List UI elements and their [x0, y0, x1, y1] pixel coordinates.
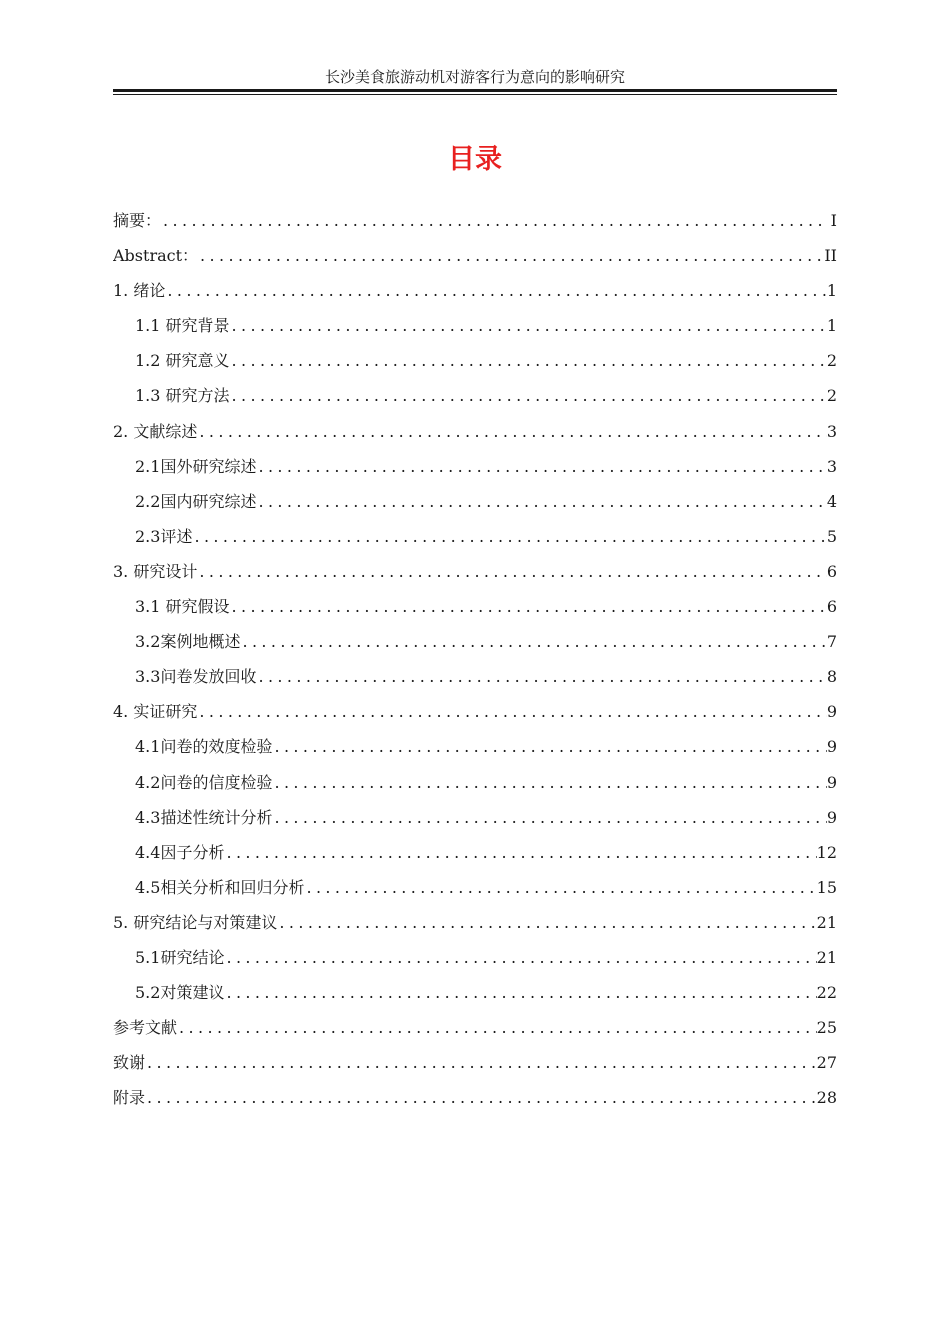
toc-entry[interactable]	[113, 238, 837, 273]
toc-dot-leader	[165, 273, 826, 308]
toc-entry-label: Abstract：	[113, 246, 199, 266]
toc-entry-page: 15	[816, 877, 837, 897]
toc-dot-leader	[145, 1080, 817, 1115]
toc-dot-leader	[177, 1010, 817, 1045]
toc-entry[interactable]	[113, 694, 837, 729]
toc-dot-leader	[197, 414, 826, 449]
toc-entry-page: 8	[826, 667, 837, 687]
toc-entry-label: 2. 文献综述	[113, 421, 198, 441]
toc-entry-page: 9	[826, 807, 837, 827]
toc-entry[interactable]	[113, 765, 837, 800]
toc-dot-leader	[161, 203, 827, 238]
header-rule-thin	[113, 94, 837, 95]
toc-dot-leader	[272, 800, 826, 835]
toc-entry[interactable]	[113, 659, 837, 694]
toc-entry-label: 1. 绪论	[113, 281, 166, 301]
toc-entry[interactable]	[113, 870, 837, 905]
toc-entry[interactable]	[113, 343, 837, 378]
toc-entry-label: 致谢	[113, 1053, 146, 1073]
toc-entry-label: 5.2对策建议	[135, 983, 225, 1003]
toc-entry-page: 9	[826, 737, 837, 757]
header-rule-thick	[113, 89, 837, 92]
toc-entry-page: 1	[826, 281, 837, 301]
toc-entry-label: 4.2问卷的信度检验	[135, 772, 273, 792]
toc-entry-page: 1	[826, 316, 837, 336]
toc-entry-page: 2	[826, 386, 837, 406]
toc-entry-page: 25	[816, 1018, 837, 1038]
toc-entry-page: II	[824, 246, 837, 266]
toc-entry-page: 4	[826, 491, 837, 511]
toc-entry[interactable]	[113, 378, 837, 413]
toc-entry[interactable]	[113, 273, 837, 308]
toc-entry[interactable]	[113, 940, 837, 975]
toc-entry-label: 3. 研究设计	[113, 561, 198, 581]
toc-dot-leader	[224, 975, 816, 1010]
toc-entry[interactable]	[113, 203, 837, 238]
toc-entry-label: 1.3 研究方法	[135, 386, 230, 406]
toc-entry-label: 4.3描述性统计分析	[135, 807, 273, 827]
toc-title: 目录	[448, 144, 502, 175]
toc-dot-leader	[224, 940, 816, 975]
toc-list	[113, 203, 837, 1115]
toc-dot-leader	[256, 449, 826, 484]
toc-dot-leader	[230, 308, 827, 343]
toc-entry-page: 2	[826, 351, 837, 371]
toc-entry-page: 27	[816, 1053, 837, 1073]
toc-entry-label: 1.1 研究背景	[135, 316, 230, 336]
toc-entry-page: 12	[816, 842, 837, 862]
toc-dot-leader	[198, 238, 824, 273]
toc-entry[interactable]	[113, 414, 837, 449]
toc-dot-leader	[230, 343, 827, 378]
toc-entry-label: 摘要：	[113, 211, 162, 230]
toc-dot-leader	[256, 484, 826, 519]
toc-dot-leader	[230, 378, 827, 413]
toc-dot-leader	[304, 870, 816, 905]
toc-dot-leader	[240, 624, 826, 659]
toc-entry-label: 4. 实证研究	[113, 702, 198, 722]
toc-entry-label: 参考文献	[113, 1018, 178, 1038]
toc-entry[interactable]	[113, 729, 837, 764]
toc-entry-label: 2.2国内研究综述	[135, 491, 257, 511]
toc-entry-page: 9	[826, 772, 837, 792]
toc-entry[interactable]	[113, 905, 837, 940]
toc-entry[interactable]	[113, 449, 837, 484]
toc-dot-leader	[224, 835, 816, 870]
toc-entry-page: 6	[826, 597, 837, 617]
toc-entry-label: 2.3评述	[135, 526, 193, 546]
toc-entry-page: 28	[816, 1088, 837, 1108]
toc-dot-leader	[256, 659, 826, 694]
toc-entry[interactable]	[113, 484, 837, 519]
toc-entry-label: 4.1问卷的效度检验	[135, 737, 273, 757]
toc-dot-leader	[230, 589, 827, 624]
toc-dot-leader	[145, 1045, 817, 1080]
toc-dot-leader	[197, 554, 826, 589]
toc-dot-leader	[192, 519, 826, 554]
toc-entry-page: 9	[826, 702, 837, 722]
toc-dot-leader	[272, 729, 826, 764]
toc-entry[interactable]	[113, 519, 837, 554]
toc-entry[interactable]	[113, 1010, 837, 1045]
toc-entry[interactable]	[113, 1045, 837, 1080]
running-header: 长沙美食旅游动机对游客行为意向的影响研究	[324, 68, 625, 86]
toc-entry-label: 5.1研究结论	[135, 947, 225, 967]
toc-entry-label: 4.5相关分析和回归分析	[135, 877, 305, 897]
toc-dot-leader	[272, 765, 826, 800]
toc-entry[interactable]	[113, 800, 837, 835]
toc-entry[interactable]	[113, 1080, 837, 1115]
toc-entry-page: 5	[826, 526, 837, 546]
toc-entry[interactable]	[113, 589, 837, 624]
toc-entry-page: 3	[826, 421, 837, 441]
toc-entry-page: 7	[826, 632, 837, 652]
toc-entry-label: 5. 研究结论与对策建议	[113, 912, 278, 932]
toc-entry-label: 2.1国外研究综述	[135, 456, 257, 476]
toc-entry[interactable]	[113, 624, 837, 659]
toc-dot-leader	[277, 905, 816, 940]
toc-entry-page: 22	[816, 983, 837, 1003]
toc-entry-label: 1.2 研究意义	[135, 351, 230, 371]
toc-entry-page: 3	[826, 456, 837, 476]
toc-entry-page: 6	[826, 561, 837, 581]
toc-entry-label: 3.2案例地概述	[135, 632, 241, 652]
toc-entry[interactable]	[113, 308, 837, 343]
toc-entry[interactable]	[113, 975, 837, 1010]
toc-entry[interactable]	[113, 554, 837, 589]
toc-entry-page: 21	[816, 912, 837, 932]
toc-entry-page: 21	[816, 947, 837, 967]
toc-entry-label: 3.3问卷发放回收	[135, 667, 257, 687]
toc-entry-label: 4.4因子分析	[135, 842, 225, 862]
toc-entry-label: 附录	[113, 1088, 146, 1108]
toc-dot-leader	[197, 694, 826, 729]
toc-entry[interactable]	[113, 835, 837, 870]
toc-entry-label: 3.1 研究假设	[135, 597, 230, 617]
toc-entry-page: I	[830, 211, 837, 230]
